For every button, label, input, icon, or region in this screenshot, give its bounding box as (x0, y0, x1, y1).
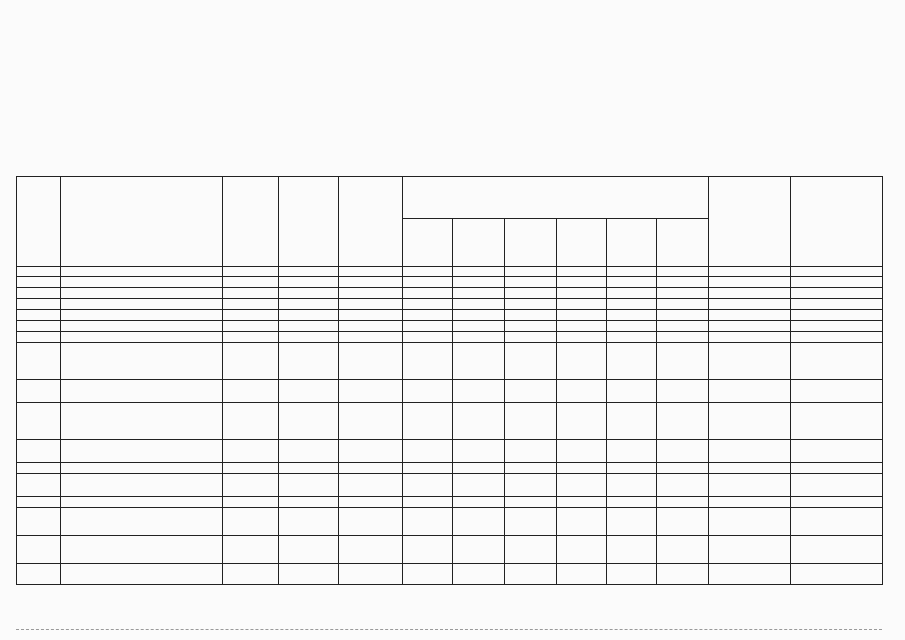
row-value (403, 321, 453, 332)
column-number-row (17, 267, 883, 277)
row-value (403, 343, 453, 380)
row-value (607, 440, 657, 463)
row-code (223, 299, 279, 310)
row-value (403, 277, 453, 288)
row-value (453, 380, 505, 403)
header-2020 (657, 219, 709, 267)
row-value (403, 288, 453, 299)
row-value (505, 277, 557, 288)
row-recipient-cell (791, 474, 883, 497)
row-code (223, 497, 279, 508)
row-value (453, 332, 505, 343)
row-value (505, 380, 557, 403)
header-proposals (403, 177, 709, 219)
table-row (17, 310, 883, 321)
header-num (17, 177, 61, 267)
row-value (403, 463, 453, 474)
col-number (61, 267, 223, 277)
row-value (557, 288, 607, 299)
row-npa-cell (709, 440, 791, 463)
row-value (453, 536, 505, 564)
row-value (339, 403, 403, 440)
row-value (505, 288, 557, 299)
row-code (223, 440, 279, 463)
row-value (505, 299, 557, 310)
scan-dashed-line (16, 629, 882, 630)
header-recipients (791, 177, 883, 267)
row-value (657, 288, 709, 299)
row-value (453, 508, 505, 536)
row-value (403, 380, 453, 403)
row-recipient-cell (791, 321, 883, 332)
row-recipient-cell (791, 343, 883, 380)
row-value (607, 497, 657, 508)
col-number (223, 267, 279, 277)
row-value (453, 497, 505, 508)
header-vol-2014 (339, 177, 403, 267)
row-code (223, 536, 279, 564)
header-2018 (557, 219, 607, 267)
row-value (279, 343, 339, 380)
row-value (505, 463, 557, 474)
row-recipient-cell (791, 508, 883, 536)
row-value (403, 310, 453, 321)
row-value (453, 310, 505, 321)
row-value (557, 403, 607, 440)
row-recipient-cell (791, 564, 883, 585)
row-value (607, 310, 657, 321)
row-npa-cell (709, 497, 791, 508)
header-vol-2013 (279, 177, 339, 267)
row-label (61, 440, 223, 463)
row-value (557, 321, 607, 332)
row-value (607, 299, 657, 310)
row-value (339, 332, 403, 343)
row-value (339, 474, 403, 497)
row-num-cell (17, 403, 61, 440)
row-value (505, 343, 557, 380)
header-2019 (607, 219, 657, 267)
col-number (17, 267, 61, 277)
row-value (557, 343, 607, 380)
row-value (453, 474, 505, 497)
row-value (505, 508, 557, 536)
row-value (453, 403, 505, 440)
row-value (557, 536, 607, 564)
row-value (453, 564, 505, 585)
row-value (279, 440, 339, 463)
table-row (17, 463, 883, 474)
row-npa-cell (709, 536, 791, 564)
row-value (557, 440, 607, 463)
header-code (223, 177, 279, 267)
row-code (223, 380, 279, 403)
row-value (557, 564, 607, 585)
row-value (339, 343, 403, 380)
row-code (223, 277, 279, 288)
table-row (17, 343, 883, 380)
row-value (657, 536, 709, 564)
row-value (505, 310, 557, 321)
row-value (453, 343, 505, 380)
row-npa-cell (709, 343, 791, 380)
row-npa-cell (709, 508, 791, 536)
row-label (61, 343, 223, 380)
row-value (607, 536, 657, 564)
row-value (453, 321, 505, 332)
row-value (657, 440, 709, 463)
row-value (557, 380, 607, 403)
row-value (339, 564, 403, 585)
table-row (17, 508, 883, 536)
row-code (223, 403, 279, 440)
row-num-cell (17, 440, 61, 463)
row-value (557, 332, 607, 343)
row-value (279, 508, 339, 536)
row-value (453, 299, 505, 310)
row-value (339, 288, 403, 299)
row-code (223, 564, 279, 585)
row-label (61, 310, 223, 321)
col-number (709, 267, 791, 277)
row-value (657, 380, 709, 403)
table-row (17, 440, 883, 463)
col-number (557, 267, 607, 277)
row-num-cell (17, 332, 61, 343)
row-value (607, 380, 657, 403)
row-value (607, 332, 657, 343)
row-value (339, 536, 403, 564)
row-recipient-cell (791, 403, 883, 440)
col-number (657, 267, 709, 277)
table-row (17, 497, 883, 508)
row-num-cell (17, 497, 61, 508)
row-npa-cell (709, 277, 791, 288)
row-value (557, 299, 607, 310)
row-label (61, 403, 223, 440)
row-value (339, 299, 403, 310)
row-value (607, 277, 657, 288)
row-npa-cell (709, 474, 791, 497)
row-npa-cell (709, 463, 791, 474)
row-code (223, 288, 279, 299)
row-value (607, 508, 657, 536)
row-code (223, 332, 279, 343)
row-value (657, 299, 709, 310)
row-value (657, 277, 709, 288)
row-num-cell (17, 277, 61, 288)
header-npa (709, 177, 791, 267)
row-value (279, 474, 339, 497)
row-value (279, 299, 339, 310)
row-recipient-cell (791, 536, 883, 564)
row-value (279, 497, 339, 508)
row-value (657, 310, 709, 321)
row-value (557, 277, 607, 288)
row-value (657, 463, 709, 474)
row-value (557, 508, 607, 536)
row-label (61, 474, 223, 497)
row-num-cell (17, 463, 61, 474)
row-label (61, 536, 223, 564)
row-value (403, 332, 453, 343)
row-value (607, 343, 657, 380)
row-value (339, 380, 403, 403)
row-value (279, 536, 339, 564)
row-value (453, 277, 505, 288)
program-table (16, 176, 883, 585)
col-number (403, 267, 453, 277)
row-value (557, 497, 607, 508)
row-recipient-cell (791, 277, 883, 288)
row-value (403, 474, 453, 497)
row-code (223, 474, 279, 497)
row-value (339, 277, 403, 288)
col-number (453, 267, 505, 277)
table-row (17, 564, 883, 585)
row-value (557, 310, 607, 321)
row-num-cell (17, 299, 61, 310)
row-value (657, 474, 709, 497)
row-value (505, 474, 557, 497)
row-value (557, 463, 607, 474)
row-value (607, 474, 657, 497)
row-num-cell (17, 380, 61, 403)
row-value (453, 440, 505, 463)
row-npa-cell (709, 310, 791, 321)
row-value (505, 440, 557, 463)
row-recipient-cell (791, 299, 883, 310)
row-value (453, 463, 505, 474)
row-value (279, 463, 339, 474)
row-recipient-cell (791, 310, 883, 321)
table-row (17, 321, 883, 332)
row-value (657, 564, 709, 585)
row-value (279, 310, 339, 321)
row-value (339, 440, 403, 463)
row-value (607, 321, 657, 332)
row-value (607, 564, 657, 585)
row-label (61, 277, 223, 288)
row-value (403, 536, 453, 564)
row-npa-cell (709, 299, 791, 310)
col-number (607, 267, 657, 277)
row-label (61, 380, 223, 403)
row-recipient-cell (791, 497, 883, 508)
row-num-cell (17, 310, 61, 321)
row-value (657, 497, 709, 508)
row-value (339, 321, 403, 332)
row-value (339, 310, 403, 321)
row-num-cell (17, 508, 61, 536)
row-label (61, 508, 223, 536)
header-2015 (403, 219, 453, 267)
row-value (505, 332, 557, 343)
row-value (279, 321, 339, 332)
row-num-cell (17, 536, 61, 564)
row-label (61, 321, 223, 332)
row-value (505, 497, 557, 508)
row-value (505, 321, 557, 332)
row-code (223, 508, 279, 536)
row-value (403, 403, 453, 440)
row-recipient-cell (791, 288, 883, 299)
row-num-cell (17, 564, 61, 585)
row-code (223, 310, 279, 321)
row-npa-cell (709, 564, 791, 585)
col-number (279, 267, 339, 277)
row-num-cell (17, 343, 61, 380)
row-recipient-cell (791, 463, 883, 474)
row-value (505, 536, 557, 564)
header-2016 (453, 219, 505, 267)
row-value (403, 508, 453, 536)
row-num-cell (17, 321, 61, 332)
table-row (17, 332, 883, 343)
row-value (279, 332, 339, 343)
row-code (223, 463, 279, 474)
row-npa-cell (709, 321, 791, 332)
row-code (223, 343, 279, 380)
row-num-cell (17, 474, 61, 497)
row-value (607, 463, 657, 474)
row-label (61, 463, 223, 474)
row-value (657, 321, 709, 332)
table-row (17, 380, 883, 403)
table-row (17, 288, 883, 299)
row-value (279, 288, 339, 299)
row-value (279, 277, 339, 288)
row-value (657, 508, 709, 536)
row-npa-cell (709, 380, 791, 403)
row-value (453, 288, 505, 299)
col-number (339, 267, 403, 277)
header-row-1 (17, 177, 883, 219)
header-2017 (505, 219, 557, 267)
row-value (403, 564, 453, 585)
row-label (61, 497, 223, 508)
row-value (557, 474, 607, 497)
row-num-cell (17, 288, 61, 299)
row-value (607, 288, 657, 299)
row-label (61, 299, 223, 310)
row-value (505, 564, 557, 585)
row-value (403, 497, 453, 508)
row-recipient-cell (791, 332, 883, 343)
table-row (17, 299, 883, 310)
row-value (607, 403, 657, 440)
table-row (17, 474, 883, 497)
col-number (505, 267, 557, 277)
row-npa-cell (709, 332, 791, 343)
row-value (657, 403, 709, 440)
row-code (223, 321, 279, 332)
row-value (339, 497, 403, 508)
row-value (505, 403, 557, 440)
table-row (17, 403, 883, 440)
row-value (279, 564, 339, 585)
row-label (61, 288, 223, 299)
col-number (791, 267, 883, 277)
row-value (403, 299, 453, 310)
row-value (279, 403, 339, 440)
row-recipient-cell (791, 380, 883, 403)
row-label (61, 564, 223, 585)
row-value (339, 508, 403, 536)
row-value (657, 343, 709, 380)
row-value (339, 463, 403, 474)
header-name (61, 177, 223, 267)
row-value (657, 332, 709, 343)
row-value (403, 440, 453, 463)
row-value (279, 380, 339, 403)
table-row (17, 536, 883, 564)
row-label (61, 332, 223, 343)
table-row (17, 277, 883, 288)
row-recipient-cell (791, 440, 883, 463)
row-npa-cell (709, 288, 791, 299)
row-npa-cell (709, 403, 791, 440)
